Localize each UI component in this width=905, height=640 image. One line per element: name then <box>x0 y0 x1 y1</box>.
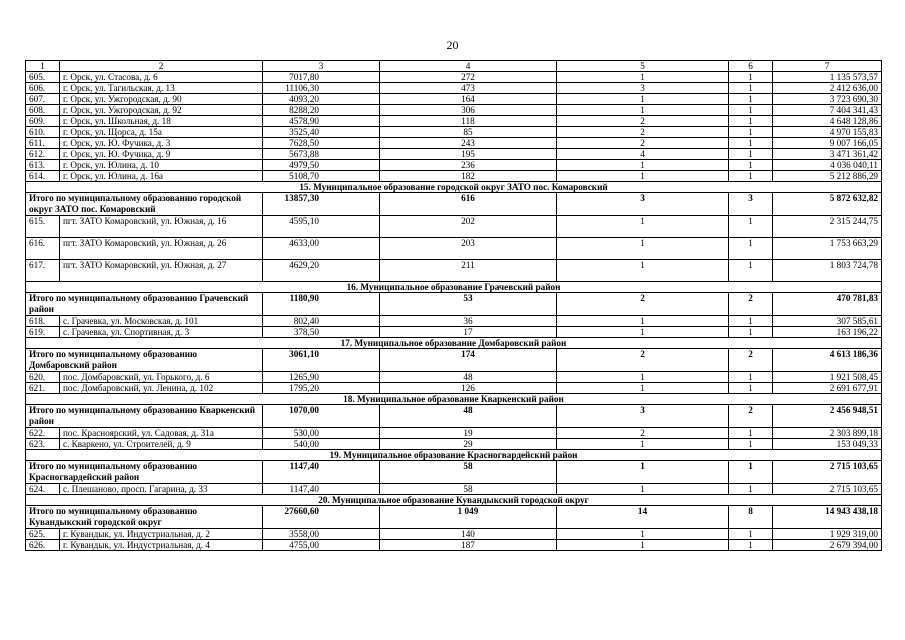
table-cell: пгт. ЗАТО Комаровский, ул. Южная, д. 16 <box>60 216 263 238</box>
subtotal-value: 1 049 <box>380 506 557 529</box>
table-cell: 48 <box>380 372 557 383</box>
table-cell: 2 315 244,75 <box>773 216 882 238</box>
table-row <box>26 383 882 394</box>
table-cell: 4 <box>557 149 729 160</box>
table-cell: 625. <box>26 529 60 540</box>
table-cell: 1 <box>557 216 729 238</box>
table-row <box>26 72 882 83</box>
table-cell: 1 <box>729 327 773 338</box>
table-cell: 1 <box>729 372 773 383</box>
page-number: 20 <box>446 38 459 52</box>
table-row <box>26 484 882 495</box>
table-row <box>26 105 882 116</box>
table-cell: пгт. ЗАТО Комаровский, ул. Южная, д. 27 <box>60 260 263 282</box>
table-cell: 1 135 573,57 <box>773 72 882 83</box>
subtotal-row <box>26 349 882 372</box>
table-cell: 617. <box>26 260 60 282</box>
table-cell: 1 753 663,29 <box>773 238 882 260</box>
table-cell: 473 <box>380 83 557 94</box>
table-row <box>26 138 882 149</box>
table-cell: 4 036 040,11 <box>773 160 882 171</box>
table-row <box>26 171 882 182</box>
table-cell: 140 <box>380 529 557 540</box>
table-cell: 540,00 <box>263 439 380 450</box>
section-header-row <box>26 182 882 193</box>
section-title: 16. Муниципальное образование Грачевский район <box>26 282 882 293</box>
table-cell: 203 <box>380 238 557 260</box>
table-cell: 618. <box>26 316 60 327</box>
table-cell: 1 <box>557 238 729 260</box>
subtotal-value: 174 <box>380 349 557 372</box>
table-row <box>26 160 882 171</box>
table-cell: 620. <box>26 372 60 383</box>
table-cell: 613. <box>26 160 60 171</box>
table-cell: 611. <box>26 138 60 149</box>
section-title: 15. Муниципальное образование городской округ ЗАТО пос. Комаровский <box>26 182 882 193</box>
table-cell: 1 <box>729 428 773 439</box>
column-number: 6 <box>729 61 773 72</box>
table-cell: 4595,10 <box>263 216 380 238</box>
table-cell: 1 <box>729 171 773 182</box>
table-cell: 211 <box>380 260 557 282</box>
table-cell: 153 049,33 <box>773 439 882 450</box>
subtotal-value: 1 <box>729 461 773 484</box>
subtotal-label: Итого по муниципальному образованию Красногвардейский район <box>26 461 263 484</box>
subtotal-value: 14 943 438,18 <box>773 506 882 529</box>
table-cell: 4 648 128,86 <box>773 116 882 127</box>
table-cell: г. Кувандык, ул. Индустриальная, д. 4 <box>60 540 263 551</box>
subtotal-value: 470 781,83 <box>773 293 882 316</box>
table-cell: 1 <box>557 105 729 116</box>
subtotal-row <box>26 293 882 316</box>
subtotal-value: 5 872 632,82 <box>773 193 882 216</box>
table-cell: 236 <box>380 160 557 171</box>
table-cell: 619. <box>26 327 60 338</box>
table-row <box>26 149 882 160</box>
table-cell: 164 <box>380 94 557 105</box>
table-cell: 605. <box>26 72 60 83</box>
subtotal-label: Итого по муниципальному образованию Кваркенский район <box>26 405 263 428</box>
table-cell: 1 921 508,45 <box>773 372 882 383</box>
table-row <box>26 116 882 127</box>
table-row <box>26 238 882 260</box>
table-cell: 4 970 155,83 <box>773 127 882 138</box>
table-cell: г. Орск, ул. Ю. Фучика, д. 9 <box>60 149 263 160</box>
column-number: 4 <box>380 61 557 72</box>
subtotal-value: 8 <box>729 506 773 529</box>
table-cell: 1 <box>729 127 773 138</box>
table-cell: 1 <box>557 540 729 551</box>
table-cell: 4979,50 <box>263 160 380 171</box>
table-cell: 4755,00 <box>263 540 380 551</box>
table-cell: 85 <box>380 127 557 138</box>
subtotal-value: 3 <box>729 193 773 216</box>
table-row <box>26 94 882 105</box>
subtotal-value: 3061,10 <box>263 349 380 372</box>
table-cell: пос. Красноярский, ул. Садовая, д. 31а <box>60 428 263 439</box>
table-cell: 609. <box>26 116 60 127</box>
table-cell: 1 <box>557 72 729 83</box>
table-cell: г. Орск, ул. Юлина, д. 10 <box>60 160 263 171</box>
table-cell: 36 <box>380 316 557 327</box>
column-number: 3 <box>263 61 380 72</box>
table-cell: 1 <box>729 94 773 105</box>
table-cell: с. Грачевка, ул. Спортивная, д. 3 <box>60 327 263 338</box>
table-row <box>26 372 882 383</box>
table-cell: 1795,20 <box>263 383 380 394</box>
section-header-row <box>26 282 882 293</box>
subtotal-value: 58 <box>380 461 557 484</box>
subtotal-value: 1070,00 <box>263 405 380 428</box>
table-cell: г. Орск, ул. Ужгородская, д. 90 <box>60 94 263 105</box>
table-cell: 610. <box>26 127 60 138</box>
table-body <box>26 61 882 551</box>
table-cell: 307 585,61 <box>773 316 882 327</box>
table-cell: 1 <box>729 149 773 160</box>
section-title: 20. Муниципальное образование Кувандыкский городской округ <box>26 495 882 506</box>
table-cell: 1 <box>729 72 773 83</box>
table-cell: 4093,20 <box>263 94 380 105</box>
subtotal-label: Итого по муниципальному образованию городской округ ЗАТО пос. Комаровский <box>26 193 263 216</box>
section-header-row <box>26 495 882 506</box>
table-cell: 1 <box>557 383 729 394</box>
table-cell: 8288,20 <box>263 105 380 116</box>
table-row <box>26 439 882 450</box>
table-cell: 1 <box>557 316 729 327</box>
table-cell: 11106,30 <box>263 83 380 94</box>
table-cell: 3558,00 <box>263 529 380 540</box>
table-cell: 2 <box>557 428 729 439</box>
table-cell: 4578,90 <box>263 116 380 127</box>
section-header-row <box>26 338 882 349</box>
table-cell: 182 <box>380 171 557 182</box>
table-row <box>26 327 882 338</box>
column-number: 7 <box>773 61 882 72</box>
table-cell: 1 <box>557 160 729 171</box>
table-cell: 7 404 341,43 <box>773 105 882 116</box>
table-row <box>26 216 882 238</box>
subtotal-value: 1 <box>557 461 729 484</box>
table-cell: 4629,20 <box>263 260 380 282</box>
subtotal-value: 3 <box>557 193 729 216</box>
table-cell: 1 <box>557 260 729 282</box>
table-cell: пгт. ЗАТО Комаровский, ул. Южная, д. 26 <box>60 238 263 260</box>
table-cell: 623. <box>26 439 60 450</box>
table-cell: 1 803 724,78 <box>773 260 882 282</box>
table-cell: пос. Домбаровский, ул. Ленина, д. 102 <box>60 383 263 394</box>
table-cell: 1 <box>557 372 729 383</box>
table-cell: 2 <box>557 138 729 149</box>
table-cell: г. Орск, ул. Щорса, д. 15а <box>60 127 263 138</box>
table-cell: 126 <box>380 383 557 394</box>
subtotal-value: 2 <box>729 293 773 316</box>
table-cell: 1265,90 <box>263 372 380 383</box>
subtotal-row <box>26 506 882 529</box>
table-row <box>26 83 882 94</box>
table-cell: пос. Домбаровский, ул. Горького, д. 6 <box>60 372 263 383</box>
table-cell: 624. <box>26 484 60 495</box>
table-cell: 272 <box>380 72 557 83</box>
subtotal-label: Итого по муниципальному образованию Домбаровский район <box>26 349 263 372</box>
table-cell: 17 <box>380 327 557 338</box>
table-cell: г. Орск, ул. Ужгородская, д. 92 <box>60 105 263 116</box>
table-cell: г. Кувандык, ул. Индустриальная, д. 2 <box>60 529 263 540</box>
subtotal-value: 2 <box>729 349 773 372</box>
column-number-row <box>26 61 882 72</box>
section-title: 17. Муниципальное образование Домбаровский район <box>26 338 882 349</box>
section-title: 19. Муниципальное образование Красногвардейский район <box>26 450 882 461</box>
table-cell: 3 723 690,30 <box>773 94 882 105</box>
subtotal-value: 2 <box>557 293 729 316</box>
table-row <box>26 260 882 282</box>
table-cell: 306 <box>380 105 557 116</box>
table-cell: 1 929 319,00 <box>773 529 882 540</box>
table-cell: 1147,40 <box>263 484 380 495</box>
table-cell: г. Орск, ул. Юлина, д. 16а <box>60 171 263 182</box>
table-cell: 1 <box>557 439 729 450</box>
table-cell: 243 <box>380 138 557 149</box>
subtotal-value: 2 <box>729 405 773 428</box>
table-cell: 616. <box>26 238 60 260</box>
table-cell: 7628,50 <box>263 138 380 149</box>
table-cell: г. Орск, ул. Школьная, д. 18 <box>60 116 263 127</box>
table-cell: г. Орск, ул. Ю. Фучика, д. 3 <box>60 138 263 149</box>
table-cell: с. Плешаново, просп. Гагарина, д. 33 <box>60 484 263 495</box>
table-cell: 1 <box>557 529 729 540</box>
table-cell: 615. <box>26 216 60 238</box>
subtotal-label: Итого по муниципальному образованию Грачевский район <box>26 293 263 316</box>
table-cell: 606. <box>26 83 60 94</box>
subtotal-value: 3 <box>557 405 729 428</box>
table-cell: 163 196,22 <box>773 327 882 338</box>
column-number: 5 <box>557 61 729 72</box>
subtotal-value: 2 456 948,51 <box>773 405 882 428</box>
table-cell: 2 679 394,00 <box>773 540 882 551</box>
table-cell: 2 303 899,18 <box>773 428 882 439</box>
table-cell: 1 <box>729 439 773 450</box>
subtotal-value: 4 613 186,36 <box>773 349 882 372</box>
table-cell: 614. <box>26 171 60 182</box>
table-cell: 621. <box>26 383 60 394</box>
subtotal-value: 2 715 103,65 <box>773 461 882 484</box>
table-cell: 1 <box>729 260 773 282</box>
table-cell: 2 412 636,00 <box>773 83 882 94</box>
table-row <box>26 316 882 327</box>
subtotal-value: 13857,30 <box>263 193 380 216</box>
subtotal-value: 1180,90 <box>263 293 380 316</box>
table-cell: 1 <box>557 171 729 182</box>
section-header-row <box>26 394 882 405</box>
table-cell: 5108,70 <box>263 171 380 182</box>
table-cell: 378,50 <box>263 327 380 338</box>
table-cell: 187 <box>380 540 557 551</box>
table-cell: 3525,40 <box>263 127 380 138</box>
table-cell: 118 <box>380 116 557 127</box>
table-cell: 1 <box>729 484 773 495</box>
subtotal-value: 1147,40 <box>263 461 380 484</box>
table-cell: 1 <box>729 540 773 551</box>
table-cell: 1 <box>729 138 773 149</box>
table-cell: 1 <box>729 238 773 260</box>
table-row <box>26 529 882 540</box>
table-cell: 2 <box>557 127 729 138</box>
table-cell: 9 007 166,05 <box>773 138 882 149</box>
table-cell: 1 <box>729 529 773 540</box>
table-cell: 3 <box>557 83 729 94</box>
subtotal-value: 27660,60 <box>263 506 380 529</box>
table-cell: 622. <box>26 428 60 439</box>
table-cell: 4633,00 <box>263 238 380 260</box>
table-cell: 1 <box>729 316 773 327</box>
table-cell: 2 691 677,91 <box>773 383 882 394</box>
table-cell: 1 <box>557 94 729 105</box>
table-cell: 195 <box>380 149 557 160</box>
table-cell: 1 <box>729 116 773 127</box>
table-cell: 802,40 <box>263 316 380 327</box>
table-cell: с. Грачевка, ул. Московская, д. 101 <box>60 316 263 327</box>
table-cell: 607. <box>26 94 60 105</box>
subtotal-value: 616 <box>380 193 557 216</box>
table-cell: 626. <box>26 540 60 551</box>
table-cell: 29 <box>380 439 557 450</box>
table-cell: 612. <box>26 149 60 160</box>
section-title: 18. Муниципальное образование Кваркенский район <box>26 394 882 405</box>
subtotal-row <box>26 193 882 216</box>
section-header-row <box>26 450 882 461</box>
column-number: 1 <box>26 61 60 72</box>
subtotal-row <box>26 461 882 484</box>
table-cell: 608. <box>26 105 60 116</box>
table-cell: 58 <box>380 484 557 495</box>
table-cell: 1 <box>557 484 729 495</box>
table-cell: 1 <box>729 160 773 171</box>
subtotal-value: 14 <box>557 506 729 529</box>
table-row <box>26 428 882 439</box>
table-row <box>26 127 882 138</box>
table-cell: 2 <box>557 116 729 127</box>
table-cell: 3 471 361,42 <box>773 149 882 160</box>
subtotal-value: 2 <box>557 349 729 372</box>
table-cell: 1 <box>729 383 773 394</box>
subtotal-value: 53 <box>380 293 557 316</box>
subtotal-label: Итого по муниципальному образованию Кувандыкский городской округ <box>26 506 263 529</box>
table-cell: г. Орск, ул. Тагильская, д. 13 <box>60 83 263 94</box>
housing-table <box>25 60 882 551</box>
table-cell: 202 <box>380 216 557 238</box>
table-cell: с. Кваркено, ул. Строителей, д. 9 <box>60 439 263 450</box>
subtotal-value: 48 <box>380 405 557 428</box>
table-cell: 19 <box>380 428 557 439</box>
table-cell: 530,00 <box>263 428 380 439</box>
table-cell: 1 <box>729 105 773 116</box>
table-cell: 7017,80 <box>263 72 380 83</box>
table-cell: 1 <box>729 216 773 238</box>
table-cell: 5673,88 <box>263 149 380 160</box>
table-cell: 5 212 886,29 <box>773 171 882 182</box>
table-cell: 1 <box>557 327 729 338</box>
subtotal-row <box>26 405 882 428</box>
table-cell: г. Орск, ул. Стасова, д. 6 <box>60 72 263 83</box>
column-number: 2 <box>60 61 263 72</box>
table-row <box>26 540 882 551</box>
table-cell: 2 715 103,65 <box>773 484 882 495</box>
table-cell: 1 <box>729 83 773 94</box>
